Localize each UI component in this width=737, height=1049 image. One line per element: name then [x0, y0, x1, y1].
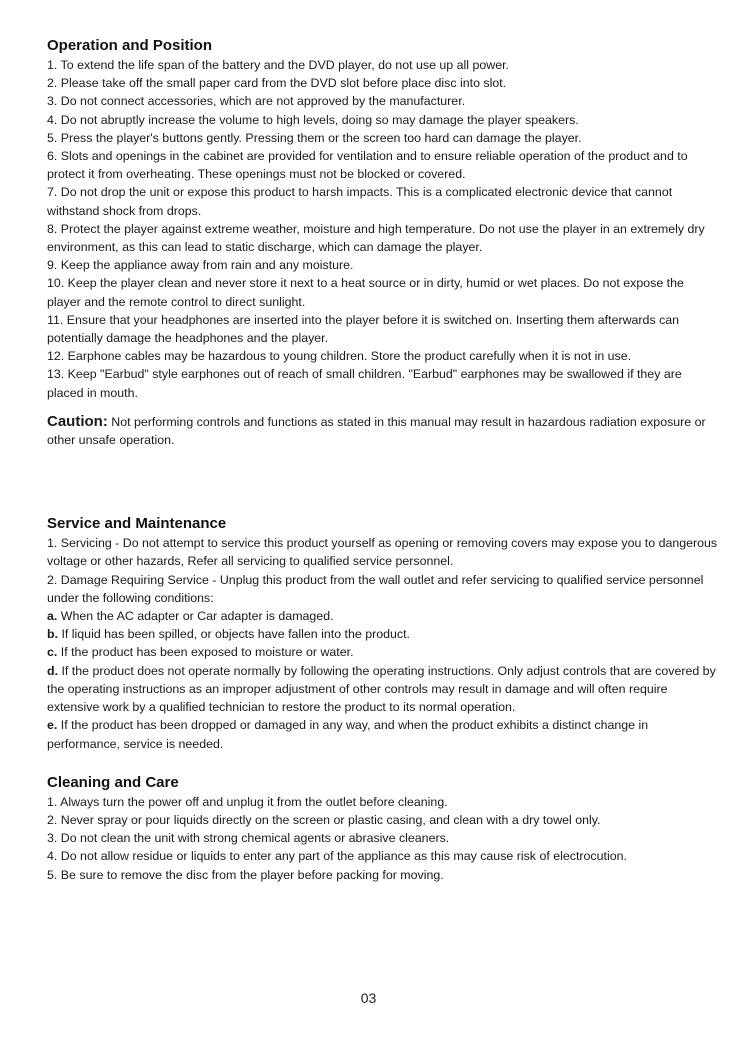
- operation-item-1: 1. To extend the life span of the battery and the DVD player, do not use up all power.: [47, 58, 509, 72]
- condition-letter: d.: [47, 663, 59, 678]
- cleaning-item-5: 5. Be sure to remove the disc from the player before packing for moving.: [47, 867, 444, 882]
- cleaning-item-3: 3. Do not clean the unit with strong chemical agents or abrasive cleaners.: [47, 831, 450, 846]
- operation-item-8: 8. Protect the player against extreme weather, moisture and high temperature. Do not use the player in an extremely dry environment, as this can lead to static discharge, which can damage the player.: [47, 221, 705, 255]
- condition-letter: a.: [47, 609, 58, 624]
- service-condition-b: [47, 625, 719, 643]
- service-heading: Service and Maintenance: [47, 515, 227, 533]
- operation-item-10: 10. Keep the player clean and never store it next to a heat source or in dirty, humid or wet places. Do not expose the player and the remote control to direct sunlight.: [47, 276, 684, 309]
- operation-item-11: 11. Ensure that your headphones are inserted into the player before it is switched on. Inserting them afterwards can potentially damage the headphones and the player.: [47, 312, 680, 346]
- caution-note: [47, 413, 719, 449]
- operation-item-4: 4. Do not abruptly increase the volume to high levels, doing so may damage the player speakers.: [47, 112, 579, 127]
- operation-item-2: 2. Please take off the small paper card from the DVD slot before place disc into slot.: [47, 76, 507, 91]
- condition-text: If the product has been exposed to moisture or water.: [57, 645, 354, 660]
- condition-text: If liquid has been spilled, or objects have fallen into the product.: [58, 627, 410, 642]
- cleaning-item-4: 4. Do not allow residue or liquids to enter any part of the appliance as this may cause risk of electrocution.: [47, 849, 627, 864]
- cleaning-heading: Cleaning and Care: [47, 773, 179, 791]
- service-section: [47, 514, 719, 752]
- service-condition-d: [47, 662, 719, 717]
- condition-letter: c.: [47, 645, 58, 660]
- operation-heading: Operation and Position: [47, 37, 213, 54]
- operation-item-12: 12. Earphone cables may be hazardous to young children. Store the product carefully when it is not in use.: [47, 349, 632, 364]
- service-condition-e: [47, 716, 719, 752]
- page-number: 03: [360, 990, 377, 1006]
- operation-item-7: 7. Do not drop the unit or expose this product to harsh impacts. This is a complicated electronic device that cannot withstand shock from drops.: [47, 185, 673, 218]
- operation-item-3: 3. Do not connect accessories, which are not approved by the manufacturer.: [47, 94, 466, 109]
- manual-page: [47, 36, 719, 884]
- condition-text: When the AC adapter or Car adapter is damaged.: [57, 609, 334, 624]
- service-condition-a: [47, 607, 719, 625]
- cleaning-section: [47, 773, 719, 884]
- service-condition-c: [47, 643, 719, 661]
- service-item-1: 1. Servicing - Do not attempt to service this product yourself as opening or removing covers may expose you to dangerous voltage or other hazards, Refer all servicing to qualified service personnel.: [47, 536, 718, 569]
- operation-item-5: 5. Press the player's buttons gently. Pressing them or the screen too hard can damage the player.: [47, 130, 582, 145]
- condition-letter: b.: [47, 627, 59, 642]
- caution-label: Caution:: [47, 412, 108, 430]
- condition-text: If the product has been dropped or damaged in any way, and when the product exhibits a distinct change in performance, service is needed.: [47, 718, 649, 751]
- service-item-2: 2. Damage Requiring Service - Unplug this product from the wall outlet and refer servicing to qualified service personnel under the following conditions:: [47, 572, 704, 605]
- operation-section: [47, 36, 719, 402]
- cleaning-item-2: 2. Never spray or pour liquids directly on the screen or plastic casing, and clean with a dry towel only.: [47, 812, 601, 827]
- cleaning-item-1: 1. Always turn the power off and unplug it from the outlet before cleaning.: [47, 794, 448, 809]
- operation-item-13: 13. Keep "Earbud" style earphones out of reach of small children. "Earbud" earphones may be swallowed if they are placed in mouth.: [47, 367, 682, 400]
- condition-text: If the product does not operate normally by following the operating instructions. Only adjust controls that are covered by the operating instructions as an improper adjustment of other controls may result in damage and will often require extensive work by a qualified technician to restore the product to its normal operation.: [47, 663, 716, 715]
- condition-letter: e.: [47, 718, 58, 733]
- caution-text: Not performing controls and functions as stated in this manual may result in hazardous radiation exposure or other unsafe operation.: [47, 414, 706, 448]
- operation-item-9: 9. Keep the appliance away from rain and any moisture.: [47, 258, 354, 273]
- operation-item-6: 6. Slots and openings in the cabinet are provided for ventilation and to ensure reliable operation of the product and to protect it from overheating. These openings must not be blocked or covered.: [47, 149, 688, 182]
